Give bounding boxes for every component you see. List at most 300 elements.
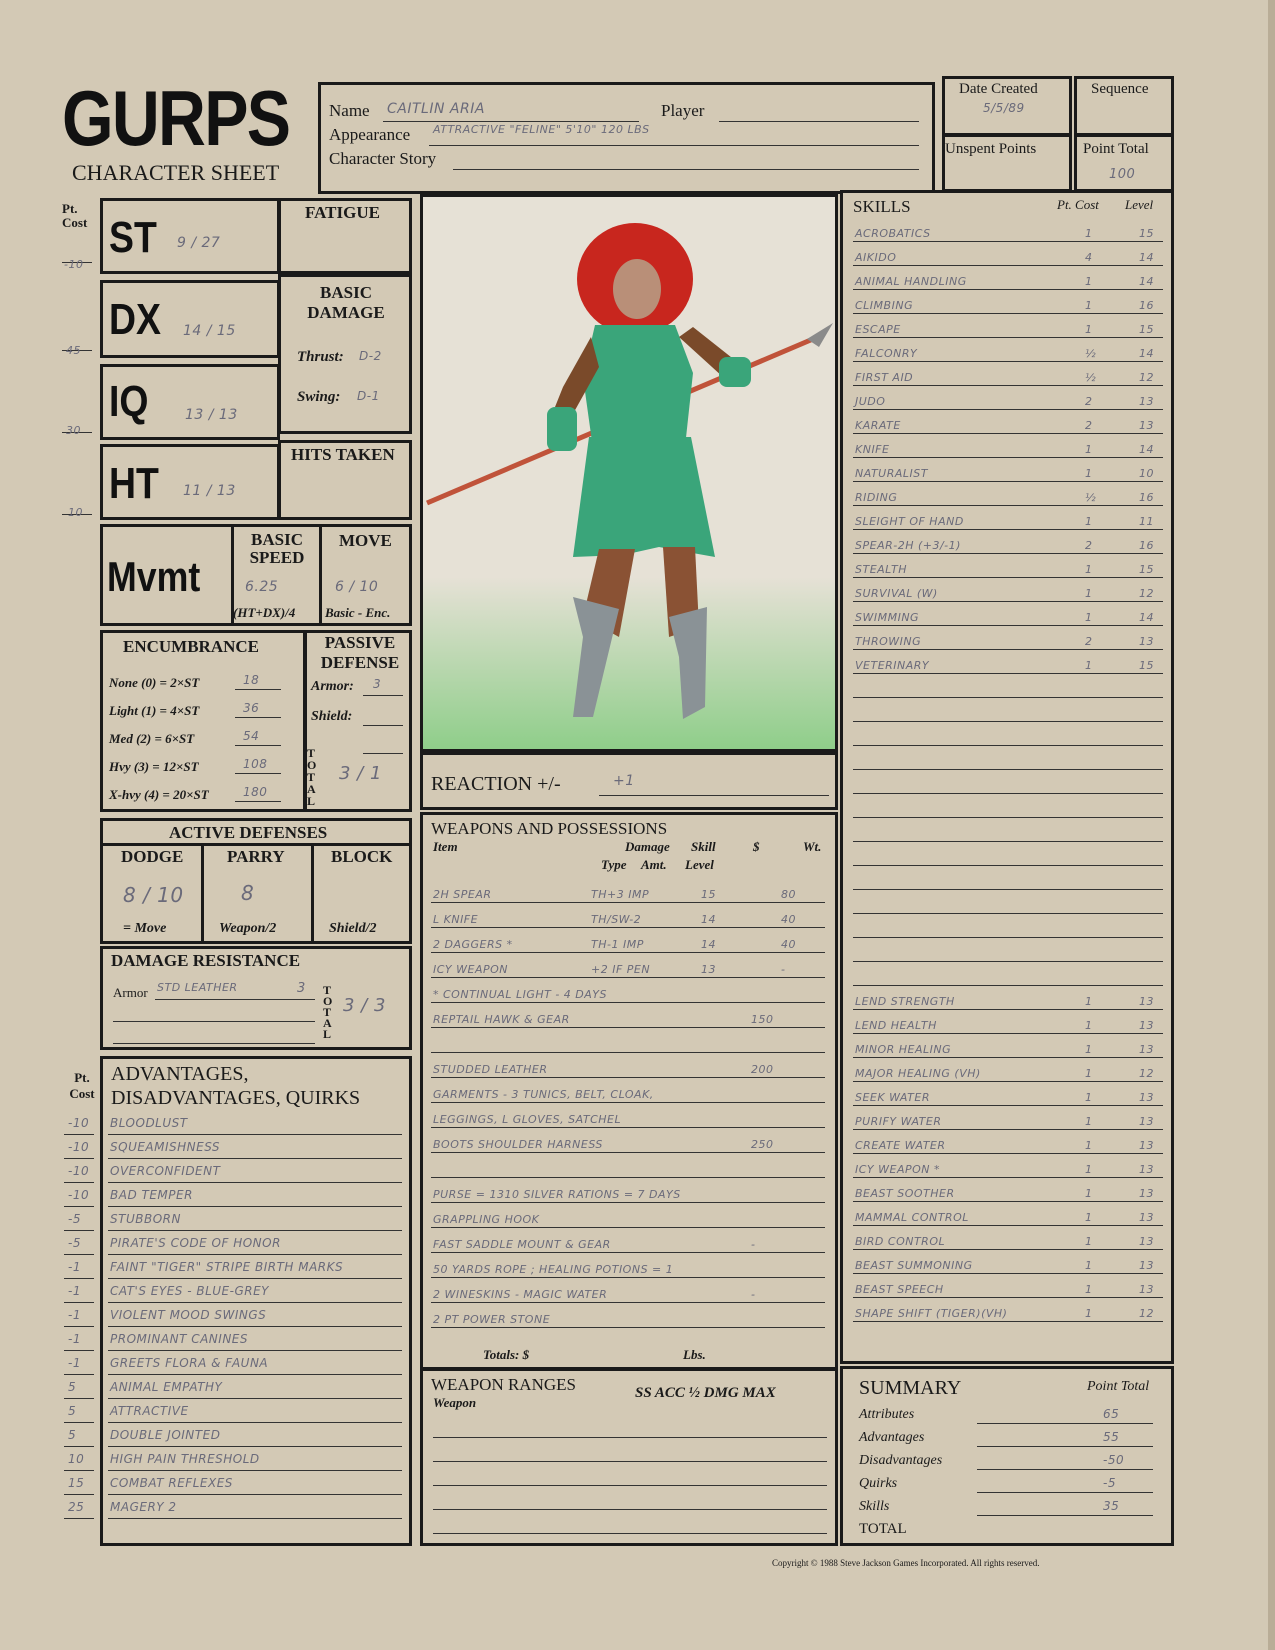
- summary-row-value[interactable]: 55: [1103, 1430, 1120, 1444]
- skill-row[interactable]: [853, 865, 1163, 890]
- skill-cost: 1: [1085, 227, 1093, 240]
- advantage-row[interactable]: [62, 1426, 408, 1450]
- advantage-name: SQUEAMISHNESS: [110, 1140, 221, 1154]
- advantage-row[interactable]: [62, 1354, 408, 1378]
- skill-cost: 2: [1085, 539, 1093, 552]
- skill-cost: 1: [1085, 1067, 1093, 1080]
- skill-cost: 1: [1085, 1211, 1093, 1224]
- unspent-points-box: [942, 134, 1072, 192]
- encumbrance-label: ENCUMBRANCE: [123, 637, 259, 656]
- encumbrance-row-value[interactable]: 36: [243, 701, 260, 715]
- skill-row[interactable]: [853, 529, 1163, 554]
- gurps-logo: GURPS: [62, 74, 290, 162]
- weapon-item: 50 YARDS ROPE ; HEALING POTIONS = 1: [433, 1263, 674, 1276]
- advantage-name: BLOODLUST: [110, 1116, 188, 1130]
- skill-cost: 1: [1085, 1235, 1093, 1248]
- advantage-name: PIRATE'S CODE OF HONOR: [110, 1236, 281, 1250]
- skill-row[interactable]: [853, 313, 1163, 338]
- advantage-name: STUBBORN: [110, 1212, 181, 1226]
- skill-name: NATURALIST: [855, 467, 928, 480]
- col-wt: Wt.: [803, 839, 822, 854]
- player-label: Player: [661, 101, 705, 120]
- summary-row-value[interactable]: 65: [1103, 1407, 1120, 1421]
- skill-name: CLIMBING: [855, 299, 914, 312]
- skill-row[interactable]: [853, 577, 1163, 602]
- weapon-cost: -: [751, 1238, 756, 1251]
- dx-cost[interactable]: 45: [66, 344, 81, 357]
- reaction-label: REACTION +/-: [431, 773, 561, 795]
- weapon-row[interactable]: [431, 1202, 825, 1228]
- ht-value[interactable]: 11 / 13: [183, 483, 236, 499]
- advantage-row[interactable]: [62, 1330, 408, 1354]
- skill-name: ICY WEAPON *: [855, 1163, 941, 1176]
- adv-pt-cost-label: Pt. Cost: [69, 1070, 95, 1101]
- pt-cost-label: Pt. Cost: [62, 201, 88, 230]
- weapon-ranges-cols: SS ACC ½ DMG MAX: [635, 1385, 776, 1401]
- weapon-row[interactable]: [431, 927, 825, 953]
- summary-row-label: Skills: [859, 1499, 890, 1514]
- skills-label: SKILLS: [853, 197, 911, 216]
- skill-row[interactable]: [853, 1081, 1163, 1106]
- hits-taken-label: HITS TAKEN: [291, 445, 395, 464]
- skill-cost: 1: [1085, 659, 1093, 672]
- skill-row[interactable]: [853, 1273, 1163, 1298]
- advantage-row[interactable]: [62, 1186, 408, 1210]
- col-amt: Amt.: [641, 857, 667, 872]
- skill-row[interactable]: [853, 601, 1163, 626]
- basic-damage-label: BASIC DAMAGE: [307, 283, 385, 322]
- skill-name: BEAST SUMMONING: [855, 1259, 973, 1272]
- advantage-cost: 25: [68, 1500, 85, 1514]
- weapon-row[interactable]: [431, 1052, 825, 1078]
- weapon-item: GRAPPLING HOOK: [433, 1213, 540, 1226]
- skill-name: MAJOR HEALING (VH): [855, 1067, 981, 1080]
- dodge-note: = Move: [123, 921, 167, 936]
- dr-armor-points[interactable]: 3: [297, 981, 306, 996]
- advantage-row[interactable]: [62, 1210, 408, 1234]
- skill-level: 10: [1139, 467, 1154, 480]
- skill-row[interactable]: [853, 1249, 1163, 1274]
- weapon-ranges-box: [420, 1368, 838, 1546]
- skill-level: 13: [1139, 1091, 1154, 1104]
- advantage-cost: -10: [68, 1140, 90, 1154]
- skill-cost: 1: [1085, 1307, 1093, 1320]
- lbs-label: Lbs.: [683, 1347, 706, 1362]
- skill-name: JUDO: [855, 395, 886, 408]
- skill-cost: ½: [1085, 371, 1097, 384]
- advantage-cost: -10: [68, 1116, 90, 1130]
- passive-defense-box: [304, 630, 412, 812]
- skill-row[interactable]: [853, 385, 1163, 410]
- passive-total-value[interactable]: 3 / 1: [339, 763, 382, 784]
- skill-row[interactable]: [853, 769, 1163, 794]
- skill-row[interactable]: [853, 649, 1163, 674]
- skills-box: [840, 190, 1174, 1364]
- point-total-value[interactable]: 100: [1109, 167, 1136, 182]
- skill-row[interactable]: [853, 1225, 1163, 1250]
- skill-name: STEALTH: [855, 563, 908, 576]
- name-value[interactable]: CAITLIN ARIA: [387, 101, 485, 117]
- encumbrance-row-value[interactable]: 180: [243, 785, 268, 799]
- skill-row[interactable]: [853, 241, 1163, 266]
- block-note: Shield/2: [329, 921, 377, 936]
- weapon-row[interactable]: [431, 1152, 825, 1178]
- skill-row[interactable]: [853, 745, 1163, 770]
- st-cost[interactable]: -10: [64, 258, 84, 271]
- skill-cost: 2: [1085, 395, 1093, 408]
- advantages-title1: ADVANTAGES,: [111, 1063, 249, 1085]
- skill-level: 13: [1139, 1019, 1154, 1032]
- appearance-value[interactable]: ATTRACTIVE "FELINE" 5'10" 120 LBS: [433, 123, 650, 136]
- skill-row[interactable]: [853, 481, 1163, 506]
- weapon-row[interactable]: [431, 1177, 825, 1203]
- weapon-item: GARMENTS - 3 TUNICS, BELT, CLOAK,: [433, 1088, 654, 1101]
- skill-row[interactable]: [853, 673, 1163, 698]
- advantage-name: ATTRACTIVE: [110, 1404, 189, 1418]
- skill-row[interactable]: [853, 1129, 1163, 1154]
- weapon-row[interactable]: [431, 1277, 825, 1303]
- skill-cost: 1: [1085, 443, 1093, 456]
- sequence-label: Sequence: [1091, 81, 1149, 97]
- weapon-row[interactable]: [431, 1302, 825, 1328]
- ht-cost[interactable]: 10: [68, 506, 83, 519]
- skill-cost: 1: [1085, 1187, 1093, 1200]
- advantage-cost: 5: [68, 1404, 77, 1418]
- advantage-row[interactable]: [62, 1498, 408, 1522]
- encumbrance-box: [100, 630, 306, 812]
- skill-row[interactable]: [853, 265, 1163, 290]
- passive-armor-value[interactable]: 3: [373, 677, 382, 691]
- passive-defense-label: PASSIVE DEFENSE: [320, 633, 400, 672]
- skill-level: 12: [1139, 587, 1154, 600]
- skill-row[interactable]: [853, 337, 1163, 362]
- skill-cost: ½: [1085, 491, 1097, 504]
- skill-name: SPEAR-2H (+3/-1): [855, 539, 961, 552]
- advantage-row[interactable]: [62, 1114, 408, 1138]
- summary-grand-label: TOTAL: [859, 1521, 907, 1537]
- totals-label: Totals: $: [483, 1347, 530, 1362]
- skill-row[interactable]: [853, 937, 1163, 962]
- reaction-box: [420, 752, 838, 810]
- character-portrait-illustration: [423, 197, 835, 749]
- skill-name: CREATE WATER: [855, 1139, 946, 1152]
- summary-row: [859, 1428, 1163, 1451]
- summary-row-label: Attributes: [859, 1407, 915, 1422]
- advantage-cost: 15: [68, 1476, 85, 1490]
- advantage-cost: 5: [68, 1428, 77, 1442]
- skill-name: THROWING: [855, 635, 922, 648]
- advantage-row[interactable]: [62, 1306, 408, 1330]
- parry-note: Weapon/2: [219, 921, 277, 936]
- weapon-row[interactable]: [431, 1077, 825, 1103]
- skill-row[interactable]: [853, 889, 1163, 914]
- skill-row[interactable]: [853, 553, 1163, 578]
- advantage-row[interactable]: [62, 1474, 408, 1498]
- skill-row[interactable]: [853, 1105, 1163, 1130]
- dx-label: DX: [109, 295, 161, 344]
- encumbrance-row-value[interactable]: 18: [243, 673, 260, 687]
- summary-row-label: Disadvantages: [859, 1453, 943, 1468]
- advantage-cost: -10: [68, 1164, 90, 1178]
- weapon-damage: TH-1 IMP: [591, 938, 644, 951]
- weapon-item: 2 WINESKINS - MAGIC WATER: [433, 1288, 608, 1301]
- skill-level: 14: [1139, 443, 1154, 456]
- summary-row: [859, 1451, 1163, 1474]
- summary-row: [859, 1497, 1163, 1520]
- summary-row-value[interactable]: -50: [1103, 1453, 1125, 1467]
- col-cost: $: [753, 839, 760, 854]
- weapon-row[interactable]: [431, 902, 825, 928]
- advantage-cost: -10: [68, 1188, 90, 1202]
- fatigue-label: FATIGUE: [305, 203, 380, 222]
- skill-name: SWIMMING: [855, 611, 920, 624]
- weapon-skill: 13: [701, 963, 716, 976]
- skill-row[interactable]: [853, 409, 1163, 434]
- skill-name: MAMMAL CONTROL: [855, 1211, 969, 1224]
- st-label: ST: [109, 213, 157, 262]
- advantage-row[interactable]: [62, 1258, 408, 1282]
- skill-level: 14: [1139, 251, 1154, 264]
- skill-level: 13: [1139, 1283, 1154, 1296]
- weapon-row[interactable]: [431, 1102, 825, 1128]
- advantage-row[interactable]: [62, 1378, 408, 1402]
- encumbrance-row-value[interactable]: 108: [243, 757, 268, 771]
- dodge-value[interactable]: 8 / 10: [123, 883, 184, 907]
- weapon-ranges-label: WEAPON RANGES: [431, 1375, 576, 1394]
- dr-total-value[interactable]: 3 / 3: [343, 995, 386, 1016]
- encumbrance-row-label: None (0) = 2×ST: [109, 675, 200, 690]
- sheet-subtitle: CHARACTER SHEET: [72, 160, 280, 185]
- skills-cost-label: Pt. Cost: [1057, 197, 1099, 212]
- advantage-name: CAT'S EYES - BLUE-GREY: [110, 1284, 270, 1298]
- swing-value[interactable]: D-1: [357, 389, 380, 403]
- skill-row[interactable]: [853, 457, 1163, 482]
- weapon-row[interactable]: [431, 977, 825, 1003]
- advantage-row[interactable]: [62, 1402, 408, 1426]
- skill-row[interactable]: [853, 1153, 1163, 1178]
- skill-row[interactable]: [853, 217, 1163, 242]
- dr-total-label: TOTAL: [323, 983, 333, 1041]
- dr-armor-label: Armor: [113, 985, 148, 1000]
- damage-resistance-label: DAMAGE RESISTANCE: [111, 951, 301, 970]
- advantage-row[interactable]: [62, 1138, 408, 1162]
- move-value[interactable]: 6 / 10: [335, 579, 379, 595]
- skill-level: 13: [1139, 1187, 1154, 1200]
- parry-label: PARRY: [227, 847, 285, 866]
- skill-name: ANIMAL HANDLING: [855, 275, 967, 288]
- skill-cost: 1: [1085, 1115, 1093, 1128]
- weapon-row[interactable]: [431, 1002, 825, 1028]
- skill-row[interactable]: [853, 817, 1163, 842]
- advantage-row[interactable]: [62, 1450, 408, 1474]
- advantage-name: PROMINANT CANINES: [110, 1332, 248, 1346]
- advantage-cost: -1: [68, 1260, 81, 1274]
- weapon-weight: 40: [781, 913, 796, 926]
- skill-level: 14: [1139, 347, 1154, 360]
- weapon-item: REPTAIL HAWK & GEAR: [433, 1013, 570, 1026]
- skill-row[interactable]: [853, 1297, 1163, 1322]
- skill-cost: 1: [1085, 995, 1093, 1008]
- skill-name: ESCAPE: [855, 323, 901, 336]
- parry-value[interactable]: 8: [241, 881, 255, 905]
- basic-speed-label: BASIC SPEED: [249, 530, 305, 567]
- skill-row[interactable]: [853, 721, 1163, 746]
- iq-cost[interactable]: 30: [66, 424, 81, 437]
- skill-name: SLEIGHT OF HAND: [855, 515, 964, 528]
- skill-row[interactable]: [853, 1009, 1163, 1034]
- skill-level: 16: [1139, 539, 1154, 552]
- skill-row[interactable]: [853, 697, 1163, 722]
- skill-level: 15: [1139, 659, 1154, 672]
- weapon-row[interactable]: [431, 1252, 825, 1278]
- date-value[interactable]: 5/5/89: [983, 101, 1025, 115]
- active-defenses-box: [100, 818, 412, 944]
- weapon-row[interactable]: [431, 1227, 825, 1253]
- summary-row-value[interactable]: -5: [1103, 1476, 1116, 1490]
- weapon-item: * CONTINUAL LIGHT - 4 DAYS: [433, 988, 607, 1001]
- skill-cost: 4: [1085, 251, 1093, 264]
- copyright: Copyright © 1988 Steve Jackson Games Incorporated. All rights reserved.: [772, 1558, 1040, 1568]
- weapon-weight: 80: [781, 888, 796, 901]
- encumbrance-row-value[interactable]: 54: [243, 729, 260, 743]
- advantage-cost: -5: [68, 1236, 81, 1250]
- skill-cost: 1: [1085, 1091, 1093, 1104]
- advantage-name: FAINT "TIGER" STRIPE BIRTH MARKS: [110, 1260, 344, 1274]
- st-value[interactable]: 9 / 27: [177, 235, 221, 251]
- move-label: MOVE: [339, 531, 392, 550]
- basic-speed-value[interactable]: 6.25: [245, 579, 279, 595]
- weapons-box: [420, 812, 838, 1370]
- weapon-item: 2 PT POWER STONE: [433, 1313, 551, 1326]
- skill-name: LEND HEALTH: [855, 1019, 937, 1032]
- skill-row[interactable]: [853, 505, 1163, 530]
- weapon-item: L KNIFE: [433, 913, 479, 926]
- skill-name: VETERINARY: [855, 659, 930, 672]
- thrust-value[interactable]: D-2: [359, 349, 382, 363]
- skill-level: 11: [1139, 515, 1154, 528]
- skill-level: 15: [1139, 323, 1154, 336]
- advantage-name: OVERCONFIDENT: [110, 1164, 221, 1178]
- advantage-name: GREETS FLORA & FAUNA: [110, 1356, 269, 1370]
- point-total-box: [1074, 134, 1174, 192]
- advantage-name: VIOLENT MOOD SWINGS: [110, 1308, 267, 1322]
- fatigue-box: [278, 198, 412, 274]
- summary-row-label: Advantages: [859, 1430, 925, 1445]
- skill-cost: 2: [1085, 419, 1093, 432]
- skill-row[interactable]: [853, 793, 1163, 818]
- skill-row[interactable]: [853, 433, 1163, 458]
- advantage-name: ANIMAL EMPATHY: [110, 1380, 223, 1394]
- col-level: Level: [685, 857, 714, 872]
- skill-cost: 1: [1085, 1163, 1093, 1176]
- skill-name: KNIFE: [855, 443, 890, 456]
- skill-level: 13: [1139, 1163, 1154, 1176]
- skill-name: ACROBATICS: [855, 227, 931, 240]
- story-label: Character Story: [329, 149, 437, 168]
- info-box: [318, 82, 935, 194]
- advantage-cost: 10: [68, 1452, 85, 1466]
- skill-level: 13: [1139, 419, 1154, 432]
- skill-cost: 1: [1085, 275, 1093, 288]
- skill-name: KARATE: [855, 419, 901, 432]
- skill-cost: 1: [1085, 1259, 1093, 1272]
- active-defenses-label: ACTIVE DEFENSES: [169, 823, 328, 842]
- weapon-item: STUDDED LEATHER: [433, 1063, 548, 1076]
- thrust-label: Thrust:: [297, 349, 344, 365]
- weapon-row[interactable]: [431, 1127, 825, 1153]
- advantage-cost: -5: [68, 1212, 81, 1226]
- dx-value[interactable]: 14 / 15: [183, 323, 236, 339]
- skill-row[interactable]: [853, 289, 1163, 314]
- summary-label: SUMMARY: [859, 1377, 962, 1399]
- advantage-row[interactable]: [62, 1162, 408, 1186]
- skill-row[interactable]: [853, 1177, 1163, 1202]
- date-created-box: [942, 76, 1072, 136]
- col-item: Item: [433, 839, 458, 854]
- weapon-item: 2 DAGGERS *: [433, 938, 513, 951]
- weapon-damage: +2 IF PEN: [591, 963, 651, 976]
- dr-armor-value[interactable]: STD LEATHER: [157, 981, 238, 994]
- dx-box: [100, 280, 280, 358]
- iq-value[interactable]: 13 / 13: [185, 407, 238, 423]
- col-type: Type: [601, 857, 627, 872]
- weapon-ranges-weapon-label: Weapon: [433, 1395, 477, 1410]
- skill-row[interactable]: [853, 1057, 1163, 1082]
- skill-cost: 1: [1085, 1283, 1093, 1296]
- move-formula: Basic - Enc.: [325, 605, 391, 620]
- encumbrance-row-label: X-hvy (4) = 20×ST: [109, 787, 209, 802]
- skill-cost: 1: [1085, 1019, 1093, 1032]
- sequence-box: [1074, 76, 1174, 136]
- armor-label: Armor:: [311, 679, 354, 694]
- encumbrance-row-label: Med (2) = 6×ST: [109, 731, 195, 746]
- skill-level: 14: [1139, 611, 1154, 624]
- skill-row[interactable]: [853, 1201, 1163, 1226]
- skill-row[interactable]: [853, 1033, 1163, 1058]
- weapon-row[interactable]: [431, 1027, 825, 1053]
- skill-row[interactable]: [853, 913, 1163, 938]
- skill-level: 12: [1139, 371, 1154, 384]
- advantage-row[interactable]: [62, 1234, 408, 1258]
- weapon-item: 2H SPEAR: [433, 888, 492, 901]
- skill-row[interactable]: [853, 841, 1163, 866]
- skill-level: 13: [1139, 1259, 1154, 1272]
- iq-label: IQ: [109, 377, 149, 426]
- advantage-name: DOUBLE JOINTED: [110, 1428, 221, 1442]
- weapon-cost: 200: [751, 1063, 774, 1076]
- skill-row[interactable]: [853, 625, 1163, 650]
- skill-row[interactable]: [853, 961, 1163, 986]
- advantage-row[interactable]: [62, 1282, 408, 1306]
- skill-name: FALCONRY: [855, 347, 918, 360]
- summary-row-value[interactable]: 35: [1103, 1499, 1120, 1513]
- weapon-row[interactable]: [431, 952, 825, 978]
- skill-name: BIRD CONTROL: [855, 1235, 946, 1248]
- skill-cost: ½: [1085, 347, 1097, 360]
- skill-level: 12: [1139, 1307, 1154, 1320]
- summary-row: [859, 1474, 1163, 1497]
- reaction-value[interactable]: +1: [613, 773, 635, 789]
- skill-row[interactable]: [853, 361, 1163, 386]
- weapon-skill: 14: [701, 938, 716, 951]
- ht-label: HT: [109, 459, 159, 508]
- weapon-row[interactable]: [431, 877, 825, 903]
- skill-level: 16: [1139, 491, 1154, 504]
- skill-level: 13: [1139, 1139, 1154, 1152]
- skill-row[interactable]: [853, 985, 1163, 1010]
- skill-level: 15: [1139, 563, 1154, 576]
- iq-box: [100, 364, 280, 440]
